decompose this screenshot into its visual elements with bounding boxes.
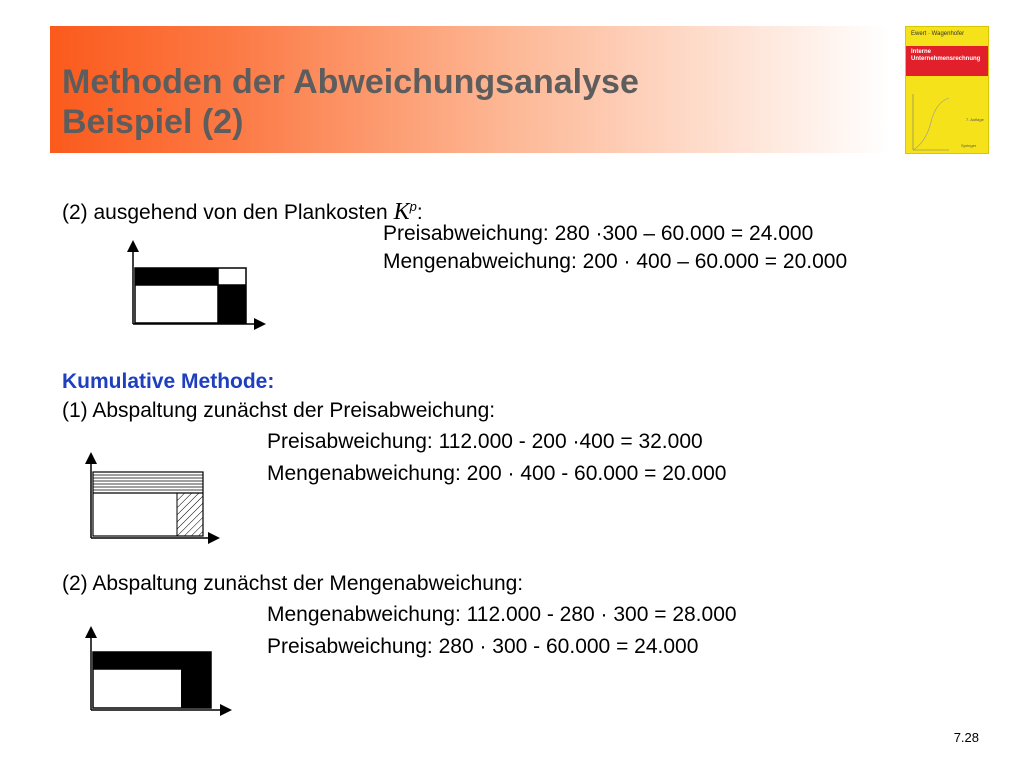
- plankosten-intro-text: (2) ausgehend von den Plankosten: [62, 201, 394, 224]
- k-symbol: K: [393, 199, 410, 225]
- plankosten-intro: [62, 194, 423, 226]
- book-authors: Ewert · Wagenhofer: [911, 31, 965, 37]
- page-number: 7.28: [953, 730, 979, 745]
- section1-price-deviation: Preisabweichung: 280 ·300 – 60.000 = 24.000: [383, 222, 814, 245]
- book-cover-image: [905, 26, 989, 154]
- part2-quantity-deviation: Mengenabweichung: 112.000 - 280 · 300 = 28.000: [267, 603, 737, 626]
- part2-price-deviation: Preisabweichung: 280 · 300 - 60.000 = 24.000: [267, 635, 699, 658]
- k-superscript: p: [409, 199, 417, 214]
- deviation-diagram-quantity-first: [84, 626, 234, 721]
- section1-quantity-deviation: Mengenabweichung: 200 · 400 – 60.000 = 20.000: [383, 250, 848, 273]
- deviation-diagram-price-first: [84, 452, 224, 547]
- book-title-line2: Unternehmensrechnung: [911, 56, 981, 62]
- slide-title-line2: Beispiel (2): [62, 103, 244, 141]
- slide-title: [62, 62, 639, 142]
- plankosten-colon: :: [416, 201, 423, 224]
- book-title-line1: Interne: [911, 49, 932, 55]
- part1-price-deviation: Preisabweichung: 112.000 - 200 ·400 = 32.000: [267, 430, 703, 453]
- part1-quantity-deviation: Mengenabweichung: 200 · 400 - 60.000 = 20.000: [267, 462, 727, 485]
- book-edition: 7. Auflage: [966, 117, 984, 122]
- slide-title-line1: Methoden der Abweichungsanalyse: [62, 63, 639, 101]
- book-cover-graph-icon: [911, 92, 951, 152]
- kumulative-heading: Kumulative Methode:: [62, 370, 275, 393]
- deviation-diagram-plankosten: [126, 240, 266, 335]
- part2-heading: (2) Abspaltung zunächst der Mengenabweichung:: [62, 572, 524, 595]
- book-publisher: Springer: [961, 143, 977, 148]
- book-title: [911, 49, 980, 63]
- part1-heading: (1) Abspaltung zunächst der Preisabweichung:: [62, 399, 496, 422]
